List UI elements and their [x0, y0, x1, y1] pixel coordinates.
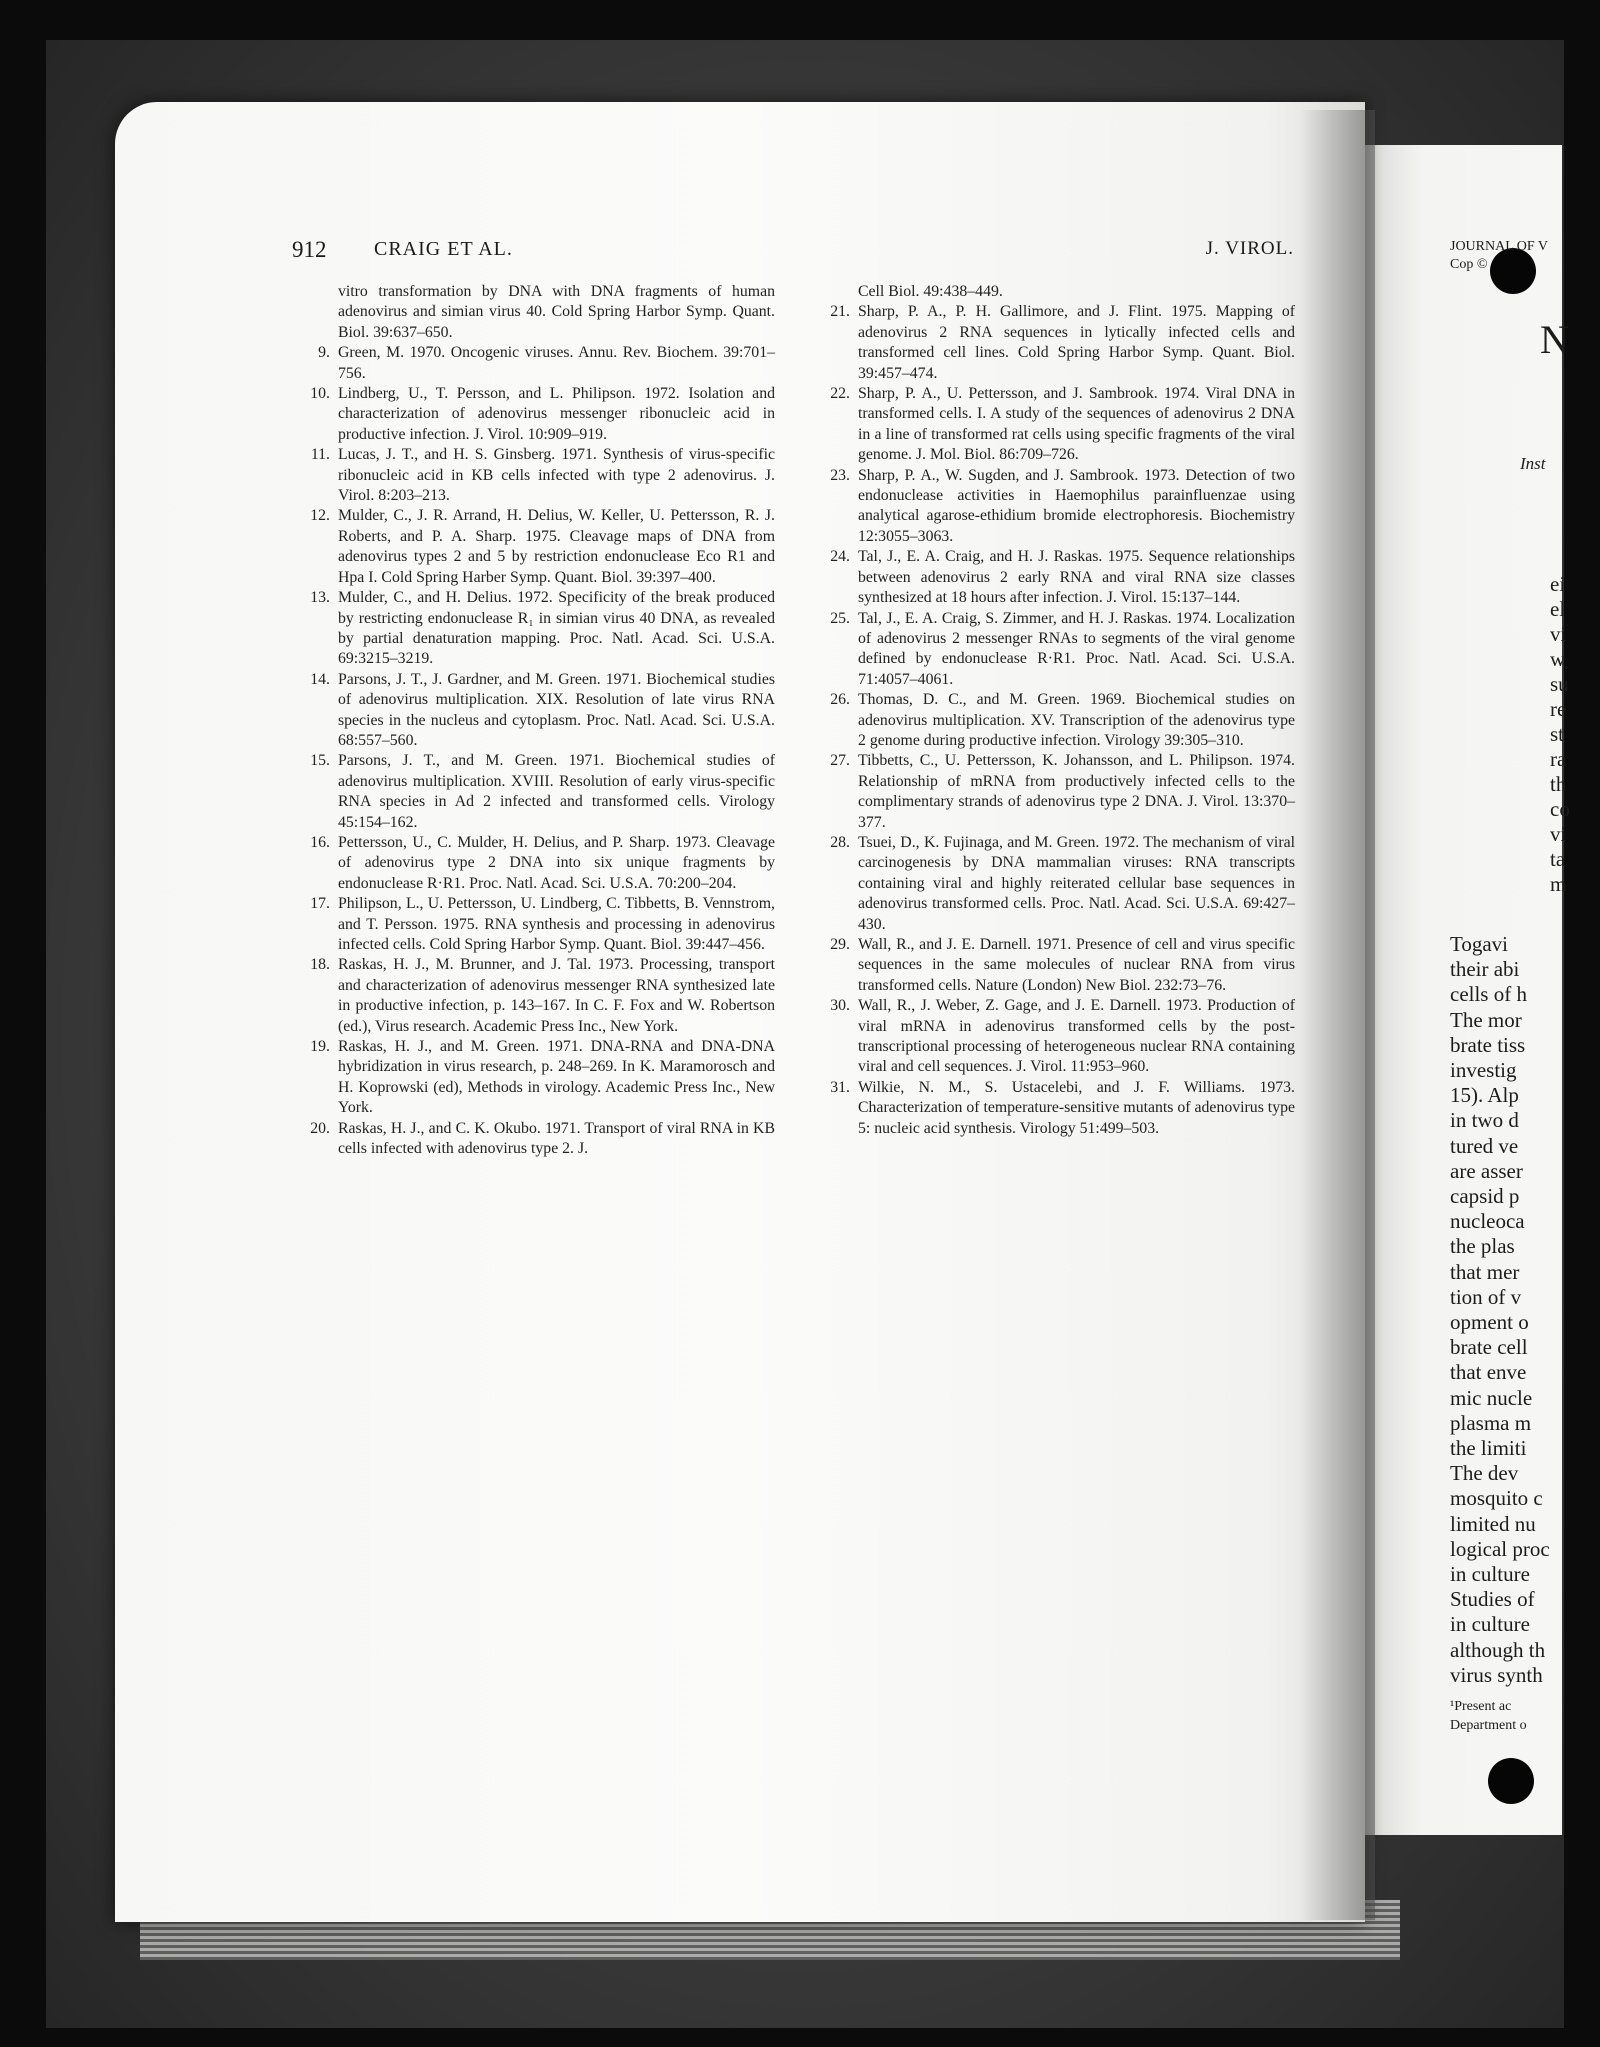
reference-number: 9. [318, 344, 330, 362]
reference-number: 31. [830, 1078, 850, 1096]
reference-text: Lindberg, U., T. Persson, and L. Philipson. 1972. Isolation and characterization of adenovirus messenger ribonucleic acid in productive infection. J. Virol. 10:909–919. [338, 385, 775, 443]
adjacent-text-line: limited nu [1450, 1511, 1536, 1536]
reference-entry [290, 384, 775, 445]
adjacent-institution: Inst [1520, 454, 1546, 473]
reference-text: Tal, J., E. A. Craig, S. Zimmer, and H. J. Raskas. 1974. Localization of adenovirus 2 messenger RNAs to segments of the viral genome defined by endonuclease R·R1. Proc. Natl. Acad. Sci. U.S.A. 71:4057–4061. [858, 609, 1295, 688]
reference-entry [810, 302, 1295, 384]
adjacent-text-line: logical proc [1450, 1536, 1550, 1561]
reference-text: Tal, J., E. A. Craig, and H. J. Raskas. 1975. Sequence relationships between adenovirus 2 early RNA and viral RNA size classes synthesized at 18 hours after infection. J. Virol. 15:137–144. [858, 548, 1295, 607]
reference-number: 15. [310, 752, 330, 770]
reference-entry [810, 547, 1295, 608]
adjacent-title-letter: N [1540, 318, 1569, 362]
reference-number: 16. [310, 833, 330, 851]
reference-text: Wall, R., and J. E. Darnell. 1971. Presence of cell and virus specific sequences in the same molecules of nuclear RNA from virus transformed cells. Nature (London) New Biol. 232:73–76. [858, 936, 1295, 994]
reference-text: Wilkie, N. M., S. Ustacelebi, and J. F. Williams. 1973. Characterization of temperature-sensitive mutants of adenovirus type 5: nucleic acid synthesis. Virology 51:499–503. [858, 1078, 1295, 1137]
reference-entry [290, 833, 775, 894]
references-left-column [290, 282, 775, 1159]
adjacent-text-line: st [1550, 722, 1565, 746]
reference-entry [810, 751, 1295, 833]
reference-number: 11. [310, 446, 330, 464]
reference-text: Sharp, P. A., W. Sugden, and J. Sambrook. 1973. Detection of two endonuclease activities in Haemophilus parainfluenzae using analytical agarose-ethidium bromide electrophoresis. Biochemistry 12:3055–3063. [858, 466, 1295, 545]
reference-text: Raskas, H. J., and C. K. Okubo. 1971. Transport of viral RNA in KB cells infected with adenovirus type 2. J. [338, 1119, 775, 1158]
adjacent-text-line: re [1550, 697, 1567, 721]
adjacent-text-line: mic nucle [1450, 1385, 1533, 1410]
adjacent-text-line: su [1550, 672, 1569, 696]
reference-entry [290, 955, 775, 1037]
reference-number: 29. [830, 936, 850, 953]
reference-number: 17. [310, 895, 330, 913]
adjacent-text-line: w [1550, 647, 1566, 671]
reference-entry [290, 343, 775, 384]
adjacent-text-line: Togavi [1450, 932, 1509, 956]
adjacent-text-line: ei [1550, 572, 1566, 596]
adjacent-text-line: in two d [1450, 1108, 1519, 1133]
reference-entry [810, 1078, 1295, 1139]
adjacent-text-line: the limiti [1450, 1436, 1527, 1460]
adjacent-journal-line: JOURNAL OF V [1450, 239, 1549, 254]
adjacent-text-line: are asser [1450, 1158, 1523, 1183]
adjacent-text-line: capsid p [1450, 1184, 1520, 1208]
adjacent-text-line: tion of v [1450, 1284, 1522, 1309]
journal-abbreviation: J. VIROL. [1205, 238, 1294, 259]
adjacent-text-line: el [1550, 597, 1566, 621]
adjacent-text-line: ra [1550, 747, 1567, 771]
reference-text: Wall, R., J. Weber, Z. Gage, and J. E. Darnell. 1973. Production of viral mRNA in adenovirus transformed cells by the post-transcriptional processing of heterogeneous nuclear RNA containing viral and cell sequences. J. Virol. 11:953–960. [858, 997, 1295, 1076]
reference-number: 20. [310, 1119, 330, 1137]
reference-entry [290, 282, 775, 343]
adjacent-text-line: brate tiss [1450, 1032, 1526, 1057]
adjacent-text-line: plasma m [1450, 1410, 1532, 1435]
page-number: 912 [292, 237, 327, 262]
reference-entry [290, 506, 775, 588]
reference-number: 18. [310, 956, 330, 974]
adjacent-text-line: Department o [1450, 1718, 1527, 1733]
reference-number: 22. [830, 385, 850, 403]
reference-entry [290, 751, 775, 833]
reference-number: 21. [830, 303, 850, 321]
adjacent-text-line: tured ve [1450, 1133, 1519, 1158]
running-head: CRAIG ET AL. [374, 238, 513, 260]
reference-text: Mulder, C., J. R. Arrand, H. Delius, W. Keller, U. Pettersson, R. J. Roberts, and P. A. Sharp. 1975. Cleavage maps of DNA from adenovirus types 2 and 5 by restriction endonuclease Eco R1 and Hpa I. Cold Spring Harber Symp. Quant. Biol. 39:397–400. [338, 507, 775, 586]
reference-text: Pettersson, U., C. Mulder, H. Delius, and P. Sharp. 1973. Cleavage of adenovirus type 2 DNA into six unique fragments by endonuclease R·R1. Proc. Natl. Acad. Sci. U.S.A. 70:200–204. [338, 833, 775, 892]
reference-entry [290, 588, 775, 670]
reference-number: 24. [830, 548, 850, 566]
adjacent-text-line: the plas [1450, 1234, 1515, 1259]
adjacent-text-line: vi [1550, 822, 1567, 846]
reference-number: 23. [830, 466, 850, 484]
adjacent-text-line: th [1550, 772, 1567, 796]
adjacent-text-line: their abi [1450, 957, 1520, 982]
reference-text: Parsons, J. T., J. Gardner, and M. Green. 1971. Biochemical studies of adenovirus multiplication. XIX. Resolution of late virus RNA species in the nucleus and cytoplasm. Proc. Natl. Acad. Sci. U.S.A. 68:557–560. [338, 670, 775, 749]
reference-text: Sharp, P. A., U. Pettersson, and J. Sambrook. 1974. Viral DNA in transformed cells. I. A study of the sequences of adenovirus 2 DNA in a line of transformed rat cells using specific fragments of the viral genome. J. Mol. Biol. 86:709–726. [858, 385, 1295, 464]
adjacent-text-line: m [1550, 872, 1567, 896]
adjacent-text-line: brate cell [1450, 1335, 1528, 1360]
adjacent-text-line: investig [1450, 1058, 1517, 1082]
reference-text: Mulder, C., and H. Delius. 1972. Specificity of the break produced by restricting endonuclease R₁ in simian virus 40 DNA, as revealed by partial denaturation mapping. Proc. Natl. Acad. Sci. U.S.A. 69:3215–3219. [338, 589, 775, 668]
reference-entry [290, 445, 775, 506]
page-header [292, 237, 1294, 267]
adjacent-text-line: The mor [1450, 1007, 1522, 1032]
adjacent-text-line: The dev [1450, 1461, 1519, 1486]
adjacent-text-line: in culture [1450, 1612, 1530, 1637]
adjacent-text-line: mosquito c [1450, 1486, 1543, 1511]
reference-number: 19. [310, 1038, 330, 1056]
reference-number: 27. [830, 752, 850, 770]
reference-text: Green, M. 1970. Oncogenic viruses. Annu. Rev. Biochem. 39:701–756. [338, 344, 775, 382]
reference-number: 12. [310, 507, 330, 525]
reference-number: 10. [310, 385, 330, 403]
reference-number: 26. [830, 691, 850, 709]
adjacent-text-line: 15). Alp [1450, 1083, 1519, 1108]
reference-text: Philipson, L., U. Pettersson, U. Lindberg, C. Tibbetts, B. Vennstrom, and T. Persson. 1975. RNA synthesis and processing in adenovirus infected cells. Cold Spring Harbor Symp. Quant. Biol. 39:447–456. [338, 895, 775, 953]
adjacent-text-line: although th [1450, 1637, 1546, 1662]
reference-entry [290, 670, 775, 752]
adjacent-text-line: that enve [1450, 1360, 1527, 1385]
adjacent-text-line: in culture [1450, 1562, 1530, 1586]
reference-entry [810, 833, 1295, 935]
reference-number: 25. [830, 609, 850, 627]
adjacent-text-line: that mer [1450, 1259, 1520, 1284]
reference-number: 30. [830, 997, 850, 1015]
reference-text: Thomas, D. C., and M. Green. 1969. Biochemical studies on adenovirus multiplication. XV. Transcription of the adenovirus type 2 genome during productive infection. Virology 39:305–310. [858, 691, 1295, 749]
references-right-column [810, 282, 1295, 1139]
adjacent-text-line: opment o [1450, 1310, 1529, 1334]
reference-text: Raskas, H. J., M. Brunner, and J. Tal. 1973. Processing, transport and characterization of adenovirus messenger RNA synthesized late in productive infection, p. 143–167. In C. F. Fox and W. Robertson (ed.), Virus research. Academic Press Inc., New York. [338, 956, 775, 1035]
adjacent-text-line: virus synth [1450, 1662, 1543, 1687]
binder-hole [1488, 1758, 1534, 1804]
reference-number: 28. [830, 833, 850, 851]
reference-text: Tibbetts, C., U. Pettersson, K. Johansson, and L. Philipson. 1974. Relationship of mRNA from productively infected cells to the complimentary strands of adenovirus type 2 DNA. J. Virol. 13:370–377. [858, 752, 1295, 831]
adjacent-text-line: nucleoca [1450, 1209, 1525, 1234]
adjacent-text-line: ¹Present ac [1450, 1699, 1512, 1714]
adjacent-text-line: Studies of [1450, 1587, 1535, 1612]
reference-text: Tsuei, D., K. Fujinaga, and M. Green. 1972. The mechanism of viral carcinogenesis by DNA mammalian viruses: RNA transcripts containing viral and highly reiterated cellular base sequences in adenovirus transformed cells. Proc. Natl. Acad. Sci. U.S.A. 69:427–430. [858, 833, 1295, 933]
reference-text: Cell Biol. 49:438–449. [858, 283, 1003, 300]
reference-text: vitro transformation by DNA with DNA fragments of human adenovirus and simian virus 40. Cold Spring Harbor Symp. Quant. Biol. 39:637–650. [338, 283, 775, 341]
reference-entry [810, 282, 1295, 302]
reference-text: Raskas, H. J., and M. Green. 1971. DNA-RNA and DNA-DNA hybridization in virus research, p. 248–269. In K. Maramorosch and H. Koprowski (ed), Methods in virology. Academic Press Inc., New York. [338, 1038, 775, 1117]
adjacent-text-line: ta [1550, 847, 1566, 871]
reference-text: Sharp, P. A., P. H. Gallimore, and J. Flint. 1975. Mapping of adenovirus 2 RNA sequences in lytically infected cells and transformed cell lines. Cold Spring Harbor Symp. Quant. Biol. 39:457–474. [858, 303, 1295, 382]
reference-entry [290, 1037, 775, 1119]
reference-text: Lucas, J. T., and H. S. Ginsberg. 1971. Synthesis of virus-specific ribonucleic acid in KB cells infected with type 2 adenovirus. J. Virol. 8:203–213. [338, 446, 775, 505]
reference-entry [810, 690, 1295, 751]
reference-entry [290, 894, 775, 955]
adjacent-text-line: co [1550, 797, 1570, 821]
adjacent-text-line: cells of h [1450, 982, 1527, 1007]
reference-entry [810, 466, 1295, 548]
reference-number: 13. [310, 589, 330, 607]
reference-entry [810, 935, 1295, 996]
reference-text: Parsons, J. T., and M. Green. 1971. Biochemical studies of adenovirus multiplication. XVIII. Resolution of early virus-specific RNA species in Ad 2 infected and transformed cells. Virology 45:154–162. [338, 752, 775, 831]
reference-entry [810, 996, 1295, 1078]
adjacent-copyright-line: Cop © [1450, 257, 1488, 272]
reference-entry [290, 1119, 775, 1160]
reference-entry [810, 384, 1295, 466]
adjacent-text-line: vi [1550, 622, 1567, 646]
reference-number: 14. [310, 670, 330, 688]
reference-entry [810, 609, 1295, 691]
page-binding-shadow [1300, 110, 1375, 1920]
